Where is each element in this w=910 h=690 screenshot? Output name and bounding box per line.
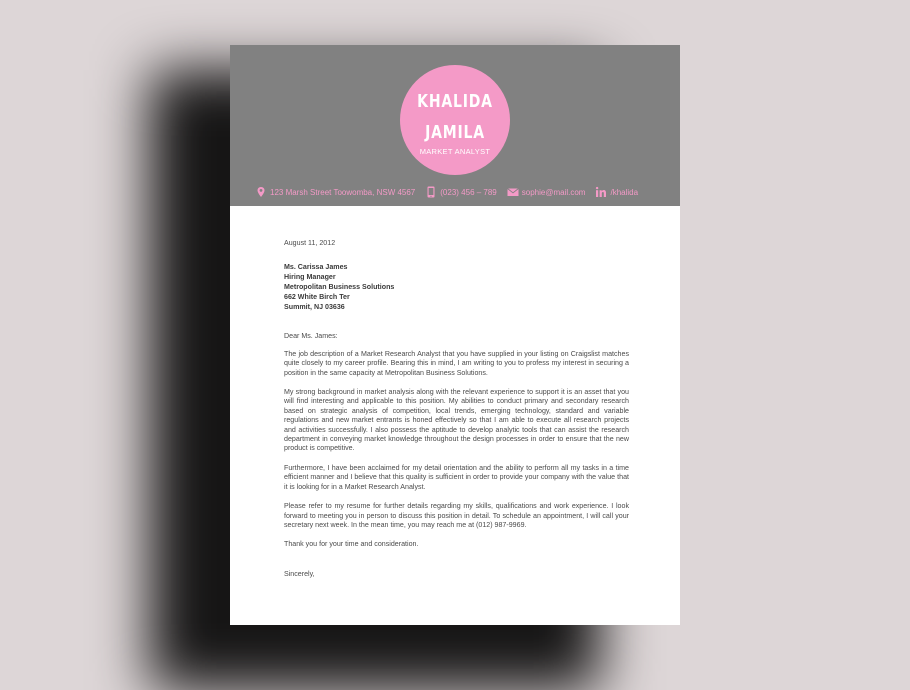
- address-text: 123 Marsh Street Toowomba, NSW 4567: [270, 187, 416, 197]
- phone-icon: [425, 186, 437, 198]
- recipient-block: [284, 262, 629, 312]
- last-name: JAMILA: [425, 122, 485, 143]
- header-band: [230, 45, 680, 206]
- recipient-name: Ms. Carissa James: [284, 263, 348, 272]
- location-pin-icon: [255, 186, 267, 198]
- name-circle: [400, 65, 510, 175]
- contact-linkedin: [595, 186, 638, 198]
- recipient-company: Metropolitan Business Solutions: [284, 283, 395, 292]
- paragraph-2: My strong background in market analysis along with the relevant experience to support it is an asset that you will find interesting and applicable to this position. My abilities to conduct primary and secondary research based on strategic analysis of competition, local trends, emerging technology, standard and variable regulations and new market entrants is honed effectively so that I am able to execute all research projects and activities successfully. I also possess the aptitude to develop analytic tools that can assist the research department in conveying market knowledge throughout the design processes in order to ensure that the new product is competitive.: [284, 388, 629, 453]
- paragraph-3: Furthermore, I have been acclaimed for my detail orientation and the ability to perform all my tasks in a time efficient manner and I believe that this quality is sufficient in order to provide your company with the value that it is looking for in a Market Research Analyst.: [284, 463, 629, 491]
- letter-body: [284, 239, 629, 579]
- email-text: sophie@mail.com: [521, 187, 586, 197]
- cover-letter-page: [230, 45, 680, 625]
- first-name: KHALIDA: [417, 91, 493, 112]
- linkedin-text: /khalida: [610, 187, 639, 197]
- paragraph-1: The job description of a Market Research Analyst that you have supplied in your listing on Craigslist matches quite closely to my career profile. Bearing this in mind, I am writing to you to profess my interest in securing a position in the same capacity at Metropolitan Business Solutions.: [284, 349, 629, 377]
- envelope-icon: [507, 186, 519, 198]
- contact-bar: [255, 185, 638, 199]
- salutation: Dear Ms. James:: [284, 332, 338, 341]
- phone-text: (023) 456 – 789: [440, 187, 497, 197]
- recipient-city: Summit, NJ 03636: [284, 303, 345, 312]
- recipient-position: Hiring Manager: [284, 273, 336, 282]
- paragraph-4: Please refer to my resume for further details regarding my skills, qualifications and work experience. I look forward to meeting you in person to discuss this position in detail. To schedule an appointment, I will call your secretary next week. In the mean time, you may reach me at (012) 987-9969.: [284, 502, 629, 529]
- linkedin-icon: [595, 186, 607, 198]
- letter-date: August 11, 2012: [284, 239, 336, 247]
- contact-phone: [425, 186, 497, 198]
- contact-address: [255, 186, 415, 198]
- closing: Sincerely,: [284, 569, 315, 578]
- job-title: MARKET ANALYST: [419, 147, 491, 156]
- contact-email: [507, 186, 586, 198]
- thanks-line: Thank you for your time and consideration.: [284, 540, 419, 549]
- recipient-street: 662 White Birch Ter: [284, 293, 350, 302]
